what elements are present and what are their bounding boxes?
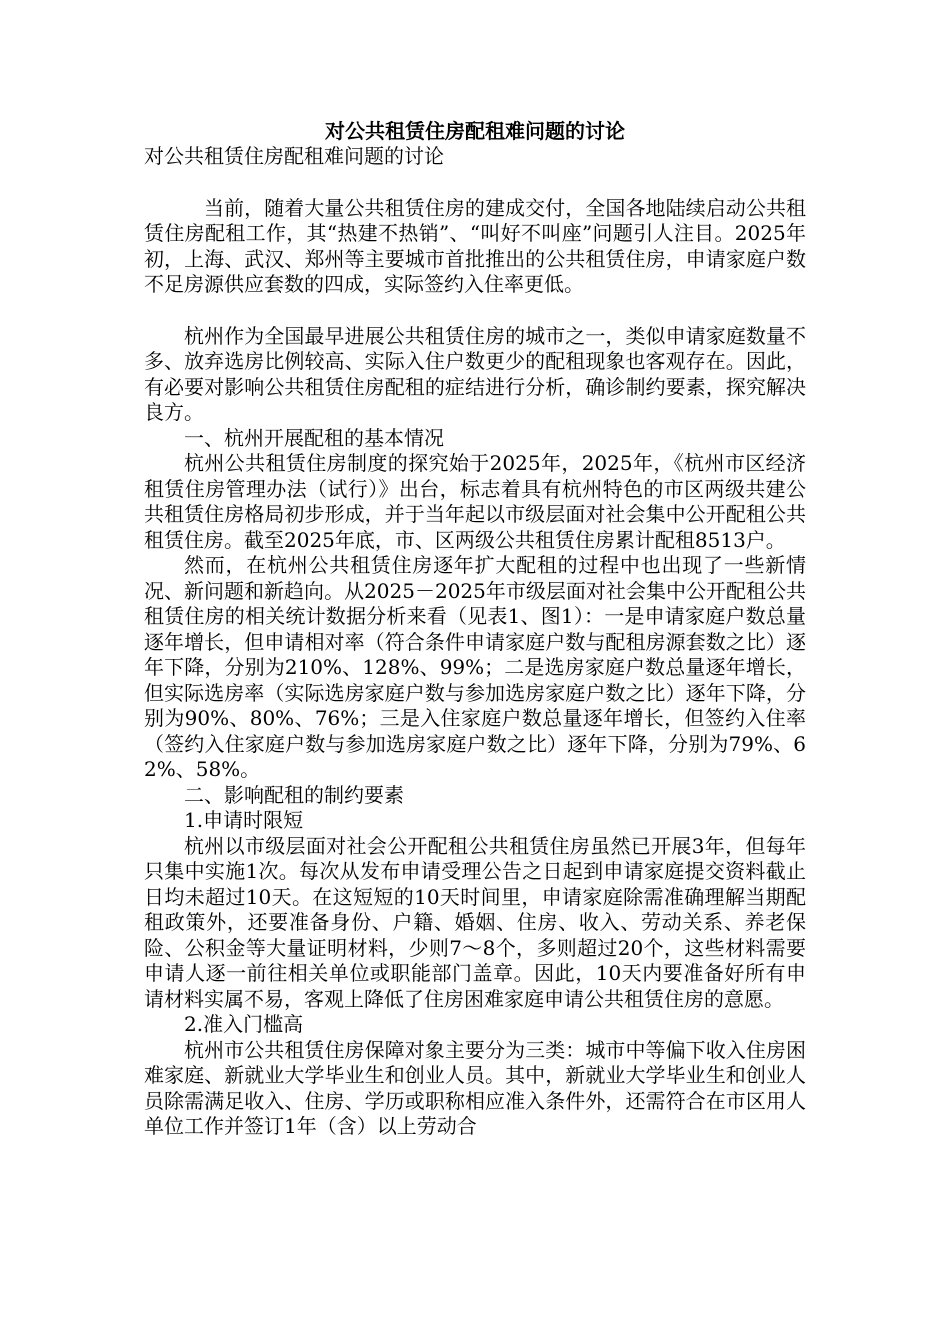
document-page <box>144 118 806 1140</box>
paragraph-hangzhou-overview: 杭州作为全国最早进展公共租赁住房的城市之一，类似申请家庭数量不多、放弃选房比例较高、实际入住户数更少的配租现象也客观存在。因此，有必要对影响公共租赁住房配租的症结进行分析，确诊制约要素，探究解决良方。 <box>144 323 806 424</box>
paragraph-high-threshold: 杭州市公共租赁住房保障对象主要分为三类：城市中等偏下收入住房困难家庭、新就业大学毕业生和创业人员。其中，新就业大学毕业生和创业人员除需满足收入、住房、学历或职称相应准入条件外，还需符合在市区用人单位工作并签订1年（含）以上劳动合 <box>144 1037 806 1138</box>
subsection-heading-high-threshold: 2.准入门槛高 <box>184 1012 304 1036</box>
spacer <box>144 170 806 196</box>
document-title: 对公共租赁住房配租难问题的讨论 <box>325 119 625 143</box>
paragraph-short-deadline: 杭州以市级层面对社会公开配租公共租赁住房虽然已开展3年，但每年只集中实施1次。每次从发布申请受理公告之日起到申请家庭提交资料截止日均未超过10天。在这短短的10天时间里，申请家庭除需准确理解当期配租政策外，还要准备身份、户籍、婚姻、住房、收入、劳动关系、养老保险、公积金等大量证明材料，少则7～8个，多则超过20个，这些材料需要申请人逐一前往相关单位或职能部门盖章。因此，10天内要准备好所有申请材料实属不易，客观上降低了住房困难家庭申请公共租赁住房的意愿。 <box>144 833 806 1011</box>
section-heading-basic-situation: 一、杭州开展配租的基本情况 <box>184 425 444 450</box>
paragraph-basic-situation: 杭州公共租赁住房制度的探究始于2025年，2025年，《杭州市区经济租赁住房管理办法（试行）》出台，标志着具有杭州特色的市区两级共建公共租赁住房格局初步形成，并于当年起以市级层面对社会集中公开配租公共租赁住房。截至2025年底，市、区两级公共租赁住房累计配租8513户。 <box>144 451 806 552</box>
section-heading-constraints: 二、影响配租的制约要素 <box>184 782 404 807</box>
paragraph-new-trends: 然而，在杭州公共租赁住房逐年扩大配租的过程中也出现了一些新情况、新问题和新趋向。从2025－2025年市级层面对社会集中公开配租公共租赁住房的相关统计数据分析来看（见表1、图1）：一是申请家庭户数总量逐年增长，但申请相对率（符合条件申请家庭户数与配租房源套数之比）逐年下降，分别为210%、128%、99%；二是选房家庭户数总量逐年增长，但实际选房率（实际选房家庭户数与参加选房家庭户数之比）逐年下降，分别为90%、80%、76%；三是入住家庭户数总量逐年增长，但签约入住率（签约入住家庭户数与参加选房家庭户数之比）逐年下降，分别为79%、62%、58%。 <box>144 553 806 781</box>
paragraph-intro: 当前，随着大量公共租赁住房的建成交付，全国各地陆续启动公共租赁住房配租工作，其“热建不热销”、“叫好不叫座”问题引人注目。2025年初，上海、武汉、郑州等主要城市首批推出的公共租赁住房，申请家庭户数不足房源供应套数的四成，实际签约入住率更低。 <box>144 195 806 296</box>
document-subtitle: 对公共租赁住房配租难问题的讨论 <box>144 144 444 168</box>
spacer <box>144 298 806 324</box>
subsection-heading-short-deadline: 1.申请时限短 <box>184 808 304 832</box>
